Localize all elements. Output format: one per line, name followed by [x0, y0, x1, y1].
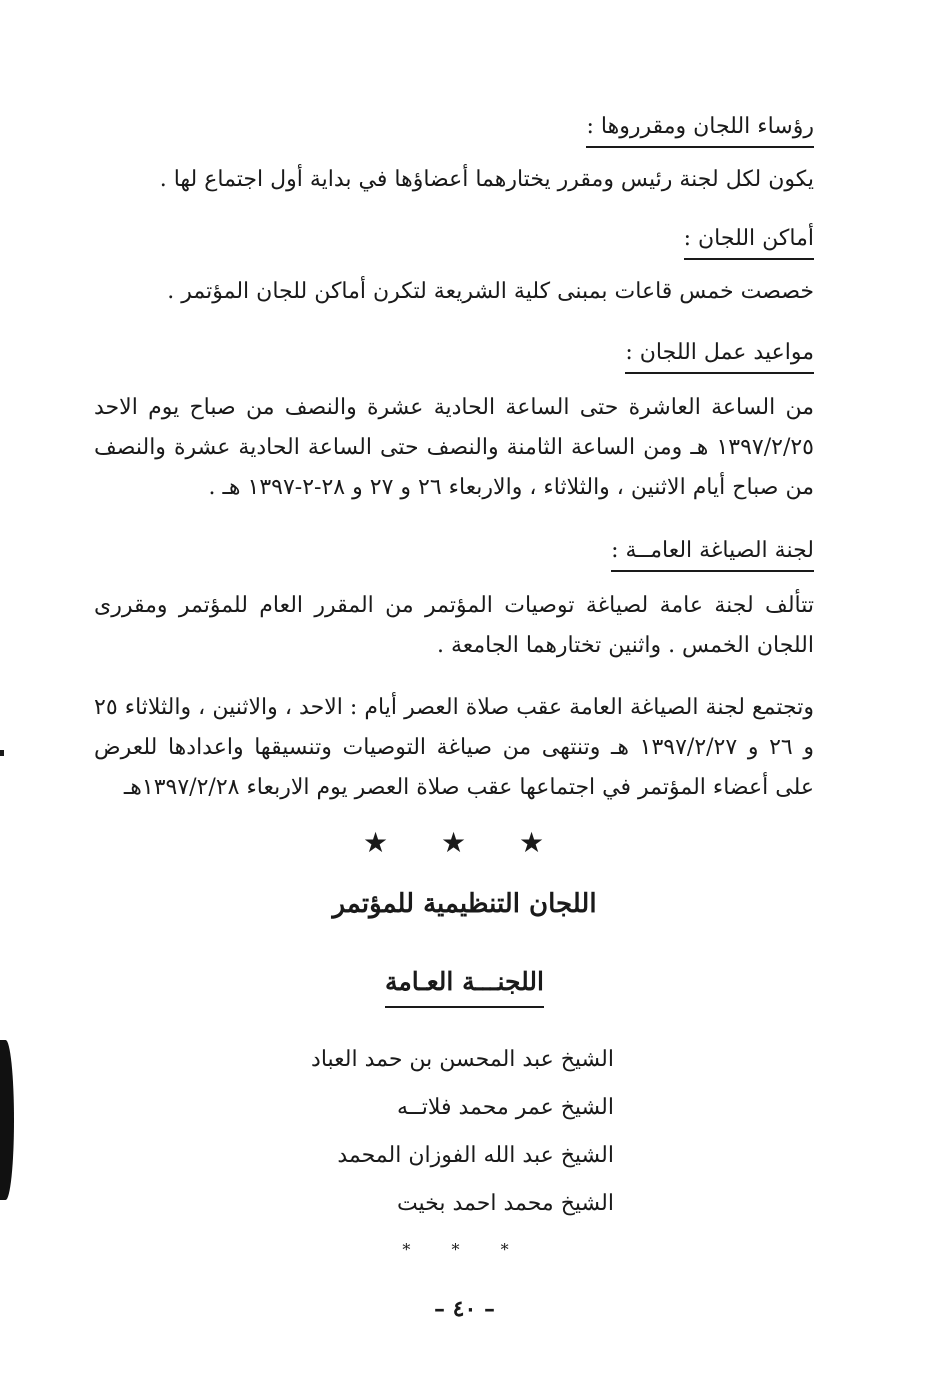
list-item: الشيخ عمر محمد فلاتــه: [397, 1095, 614, 1120]
heading-chairs: رؤساء اللجان ومقرروها :: [586, 112, 814, 148]
member-list: [311, 1036, 614, 1228]
paragraph-schedule: من الساعة العاشرة حتى الساعة الحادية عشرة والنصف من صباح يوم الاحد ١٣٩٧/٢/٢٥ هـ ومن الساعة الثامنة والنصف حتى الساعة الحادية عشرة والنصف من صباح أيام الاثنين ، والثلاثاء ، والاربعاء ٢٦ و ٢٧ و ٢٨-٢-١٣٩٧ هـ .: [94, 395, 814, 500]
paragraph-chairs: يكون لكل لجنة رئيس ومقرر يختارهما أعضاؤها في بداية أول اجتماع لها .: [159, 167, 814, 192]
paragraph-drafting-2: وتجتمع لجنة الصياغة العامة عقب صلاة العصر أيام : الاحد ، والاثنين ، والثلاثاء ٢٥ و ٢٦ و ١٣٩٧/٢/٢٧ هـ وتنتهى من صياغة التوصيات وتنسيقها واعدادها للعرض على أعضاء المؤتمر في اجتماعها عقب صلاة العصر يوم الاربعاء ١٣٩٧/٢/٢٨هـ: [94, 695, 814, 800]
list-item: الشيخ عبد المحسن بن حمد العباد: [311, 1047, 614, 1072]
list-item: الشيخ عبد الله الفوزان المحمد: [337, 1143, 614, 1168]
paragraph-venues: خصصت خمس قاعات بمبنى كلية الشريعة لتكرن أماكن للجان المؤتمر .: [167, 279, 814, 304]
page-title: اللجان التنظيمية للمؤتمر: [332, 889, 597, 919]
small-star-divider: * * *: [402, 1240, 527, 1259]
heading-schedule: مواعيد عمل اللجان :: [625, 338, 814, 374]
section-subtitle: اللجنـــة العـامة: [385, 962, 544, 1008]
star-divider: ★ ★ ★: [362, 826, 567, 859]
scan-edge-mark: [0, 1040, 14, 1200]
list-item: الشيخ محمد احمد بخيت: [396, 1191, 614, 1216]
page-number: – ٤٠ –: [434, 1296, 495, 1322]
paragraph-drafting-1: تتألف لجنة عامة لصياغة توصيات المؤتمر من المقرر العام للمؤتمر ومقررى اللجان الخمس . واثنين تختارهما الجامعة .: [94, 593, 814, 658]
scan-dot-mark: [0, 750, 4, 756]
heading-venues: أماكن اللجان :: [684, 224, 814, 260]
heading-drafting: لجنة الصياغة العامــة :: [611, 536, 814, 572]
